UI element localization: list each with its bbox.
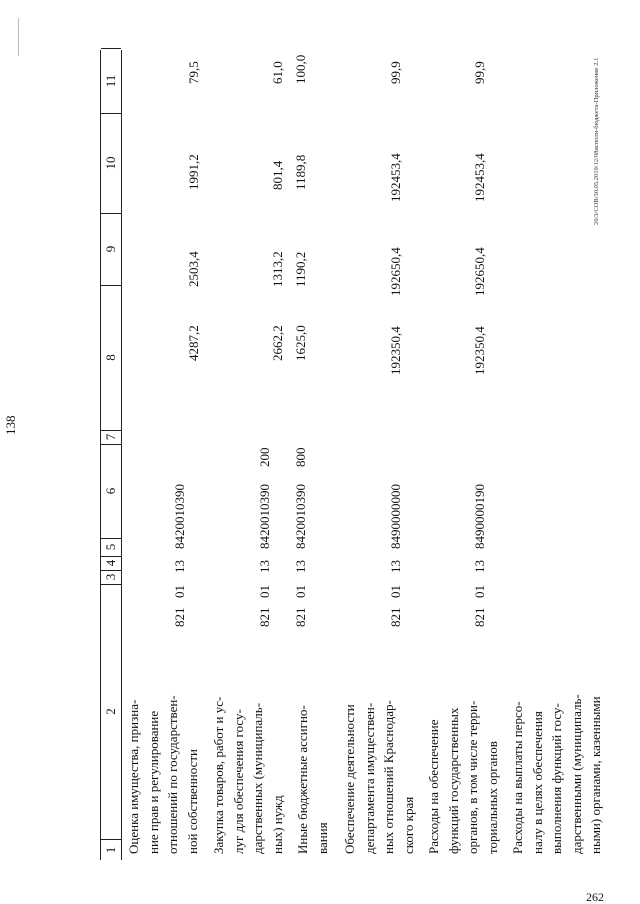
table-row <box>293 50 337 860</box>
desc-line: Обеспечение деятельности <box>342 704 357 854</box>
row-description <box>209 658 287 854</box>
header-col-7: 7 <box>101 430 121 445</box>
page-number: 138 <box>3 415 18 435</box>
desc-line: Иные бюджетные ассигно- <box>295 705 310 854</box>
desc-line: отношений по государствен- <box>165 695 181 854</box>
cell-percent: 61,0 <box>270 61 285 84</box>
cell-planned: 192650,4 <box>472 247 487 296</box>
header-col-3: 3 <box>101 570 121 585</box>
cell-subsection: 13 <box>388 560 403 573</box>
header-col-8: 8 <box>101 285 121 431</box>
cell-approved: 1625,0 <box>293 325 308 361</box>
table-row <box>424 50 504 860</box>
cell-target-article: 8490000190 <box>472 484 487 549</box>
cell-approved: 192350,4 <box>388 326 403 375</box>
cell-admin-code: 821 <box>257 607 272 627</box>
header-col-6: 6 <box>101 444 121 539</box>
rotated-table-frame <box>3 40 620 860</box>
desc-line: Расходы на выплаты персо- <box>510 701 525 854</box>
header-col-5: 5 <box>101 538 121 557</box>
cell-executed: 1991,2 <box>186 154 201 190</box>
desc-line: ной собственности <box>184 749 200 854</box>
cell-subsection: 13 <box>172 560 187 573</box>
desc-line: ского края <box>400 796 416 854</box>
header-col-1: 1 <box>103 846 118 854</box>
desc-line: органов, в том числе терри- <box>465 700 481 854</box>
cell-percent: 79,5 <box>186 61 201 84</box>
desc-line: Расходы на обеспечение <box>426 719 441 854</box>
cell-executed: 801,4 <box>270 160 285 190</box>
cell-subsection: 13 <box>257 560 272 573</box>
cell-section: 01 <box>293 585 308 598</box>
cell-executed: 1189,8 <box>293 154 308 190</box>
cell-target-article: 8420010390 <box>172 484 187 549</box>
cell-admin-code: 821 <box>293 607 308 627</box>
cell-expense-type: 200 <box>257 447 272 467</box>
desc-line: налу в целях обеспечения <box>529 711 545 854</box>
desc-line: ториальных органов <box>484 741 500 854</box>
cell-target-article: 8420010390 <box>293 484 308 549</box>
desc-line: департамента имуществен- <box>361 702 377 854</box>
cell-percent: 99,9 <box>388 61 403 84</box>
cell-executed: 192453,4 <box>388 153 403 202</box>
cell-percent: 99,9 <box>472 61 487 84</box>
cell-subsection: 13 <box>293 560 308 573</box>
desc-line: Оценка имущества, призна- <box>126 699 141 854</box>
cell-planned: 1190,2 <box>293 251 308 287</box>
cell-approved: 4287,2 <box>186 325 201 361</box>
table-row <box>124 50 204 860</box>
table-row <box>209 50 289 860</box>
desc-line: ных отношений Краснодар- <box>381 700 397 854</box>
cell-admin-code: 821 <box>388 607 403 627</box>
cell-section: 01 <box>472 585 487 598</box>
cell-executed: 192453,4 <box>472 153 487 202</box>
cell-percent: 100,0 <box>293 54 308 84</box>
row-description <box>424 658 502 854</box>
cell-approved: 2662,2 <box>270 325 285 361</box>
row-description <box>508 658 606 854</box>
desc-line: ных) нужд <box>269 795 285 854</box>
cell-section: 01 <box>172 585 187 598</box>
cell-admin-code: 821 <box>172 607 187 627</box>
cell-expense-type: 800 <box>293 447 308 467</box>
footer-file-path: 20/3/COB/30.05.2019/12/08исполн-бюджета-Приложение 2.1 <box>593 57 600 225</box>
desc-line: выполнения функций госу- <box>549 703 565 854</box>
desc-line: луг для обеспечения госу- <box>230 709 246 854</box>
cell-section: 01 <box>388 585 403 598</box>
header-col-10: 10 <box>101 113 121 214</box>
row-description <box>340 658 418 854</box>
row-description <box>124 658 202 854</box>
sheet-number: 262 <box>586 890 604 904</box>
cell-target-article: 8490000000 <box>388 484 403 549</box>
table-header <box>100 50 122 860</box>
cell-section: 01 <box>257 585 272 598</box>
desc-line: ными) органами, казенными <box>588 696 604 854</box>
cell-planned: 192650,4 <box>388 247 403 296</box>
desc-line: дарственными (муниципаль- <box>568 694 584 854</box>
header-col-9: 9 <box>101 213 121 286</box>
desc-line: ние прав и регулирование <box>145 710 161 854</box>
desc-line: вания <box>314 822 330 854</box>
header-col-2: 2 <box>101 584 121 840</box>
cell-subsection: 13 <box>472 560 487 573</box>
table-row <box>340 50 420 860</box>
cell-planned: 1313,2 <box>270 251 285 287</box>
row-description <box>293 658 332 854</box>
desc-line: дарственных (муниципаль- <box>250 702 266 854</box>
cell-planned: 2503,4 <box>186 251 201 287</box>
cell-target-article: 8420010390 <box>257 484 272 549</box>
scan-edge-line <box>18 18 19 56</box>
header-col-4: 4 <box>101 556 121 571</box>
desc-line: функций государственных <box>445 707 461 854</box>
desc-line: Закупка товаров, работ и ус- <box>211 696 226 854</box>
header-col-11: 11 <box>101 48 121 114</box>
cell-approved: 192350,4 <box>472 326 487 375</box>
cell-admin-code: 821 <box>472 607 487 627</box>
